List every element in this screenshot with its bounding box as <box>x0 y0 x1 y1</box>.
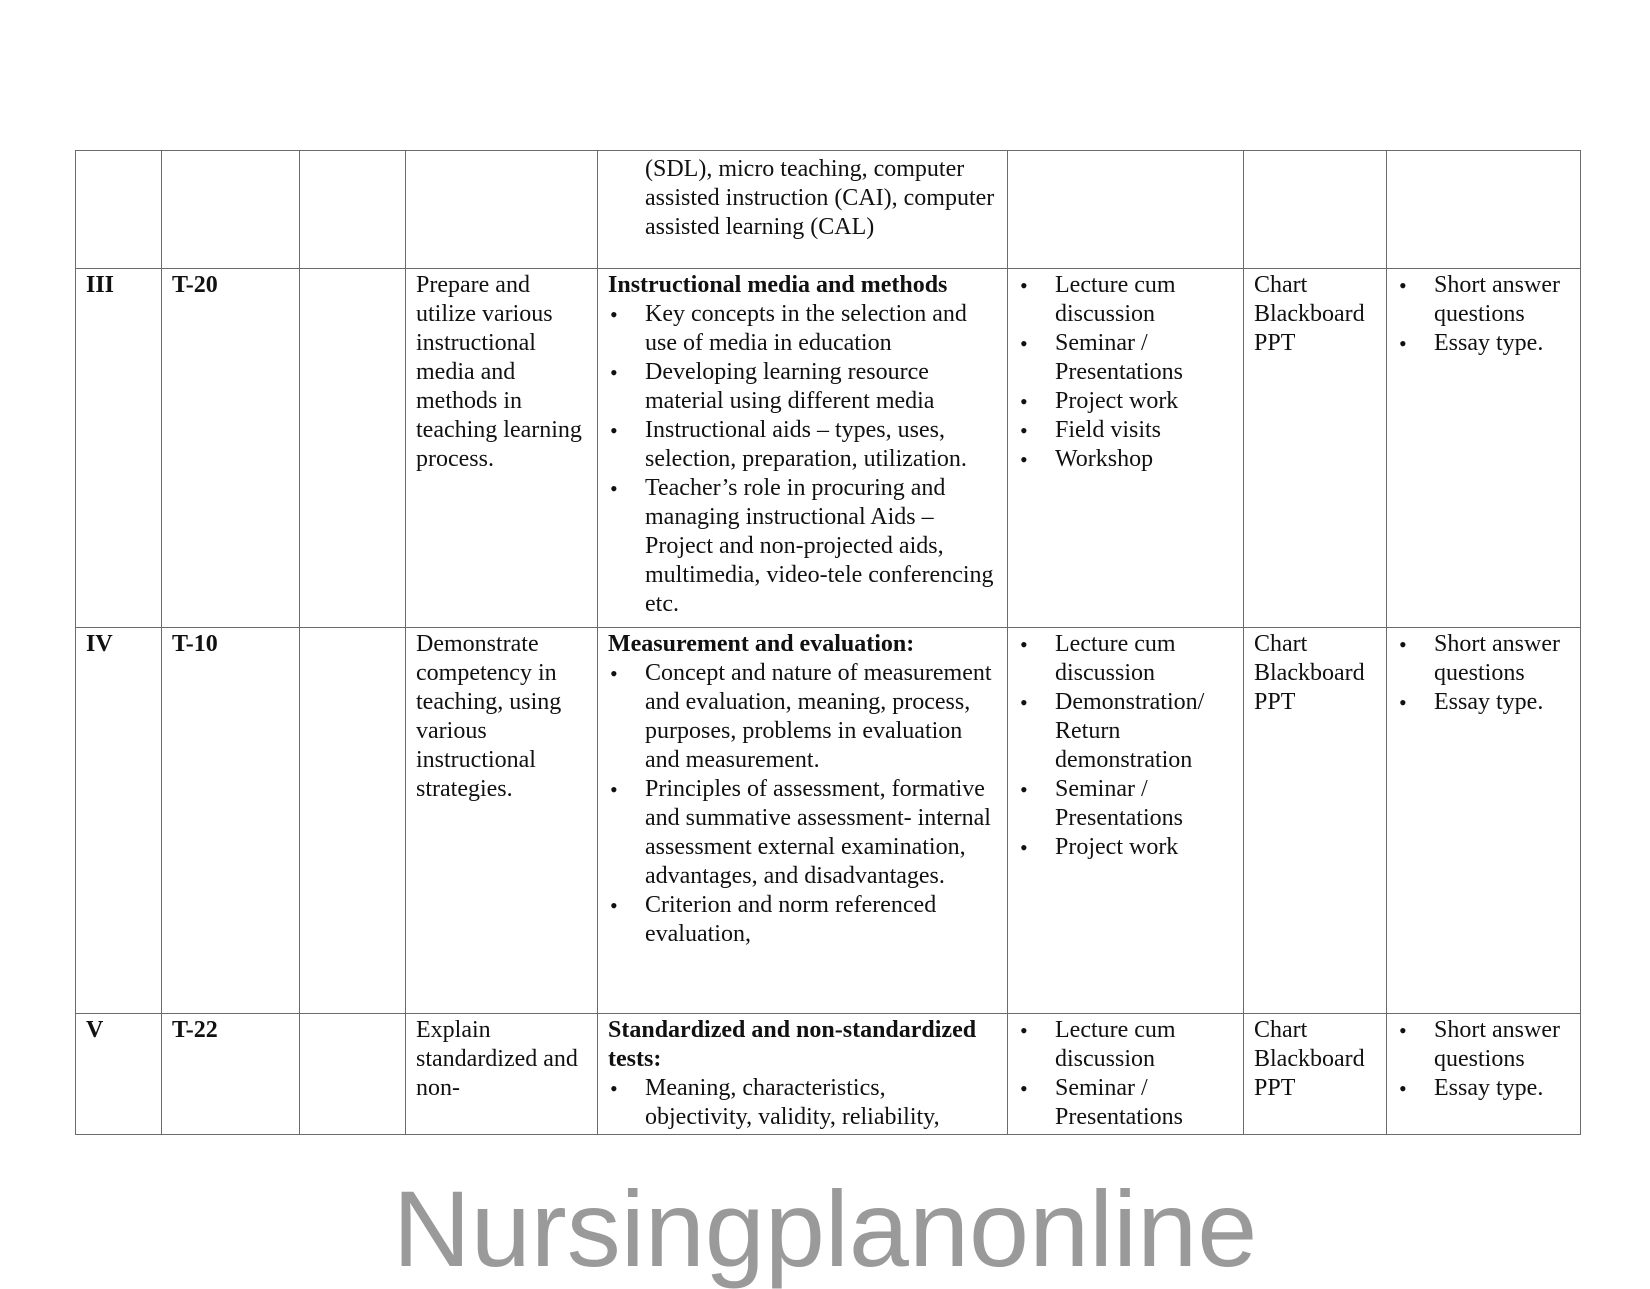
assessment-list <box>1397 1016 1570 1103</box>
list-item: • Short answer questions <box>1434 271 1570 329</box>
unit-cell <box>76 151 162 269</box>
list-item: • Lecture cum discussion <box>1055 271 1233 329</box>
hours-cell: T-22 <box>162 1014 300 1135</box>
topic-cell <box>598 1014 1008 1135</box>
list-item: • Demonstration/ Return demonstration <box>1055 688 1233 775</box>
assessment-cell <box>1387 1014 1581 1135</box>
hours-cell: T-10 <box>162 628 300 1014</box>
blank-cell <box>300 628 406 1014</box>
unit-cell: V <box>76 1014 162 1135</box>
list-item: • Concept and nature of measurement and evaluation, meaning, process, purposes, problems in evaluation and measurement. <box>645 659 997 775</box>
list-item: • Project work <box>1055 387 1233 416</box>
av-aid-item: PPT <box>1254 330 1296 356</box>
topic-list <box>608 1074 997 1132</box>
av-aid-item: PPT <box>1254 689 1296 715</box>
assessment-cell <box>1387 269 1581 628</box>
table-row <box>76 628 1581 1014</box>
outcome-cell: Demonstrate competency in teaching, using various instructional strategies. <box>406 628 598 1014</box>
topic-list <box>608 659 997 949</box>
list-item: • Short answer questions <box>1434 630 1570 688</box>
list-item: • Project work <box>1055 833 1233 862</box>
syllabus-table-container <box>75 150 1580 1135</box>
av-aid-item: Chart <box>1254 1017 1308 1043</box>
topic-cell <box>598 628 1008 1014</box>
assessment-list <box>1397 271 1570 358</box>
av-aids-cell <box>1244 1014 1387 1135</box>
av-aid-item: Blackboard <box>1254 660 1365 686</box>
topic-list <box>608 300 997 619</box>
outcome-cell <box>406 151 598 269</box>
methods-cell <box>1008 151 1244 269</box>
list-item: • Key concepts in the selection and use of media in education <box>645 300 997 358</box>
blank-cell <box>300 1014 406 1135</box>
list-item: • Meaning, characteristics, objectivity, validity, reliability, <box>645 1074 997 1132</box>
list-item: • Teacher’s role in procuring and managing instructional Aids – Project and non-projected aids, multimedia, video-tele conferencing etc. <box>645 474 997 619</box>
list-item: • Seminar / Presentations <box>1055 1074 1233 1132</box>
av-aids-cell <box>1244 269 1387 628</box>
list-item: • Workshop <box>1055 445 1233 474</box>
hours-cell: T-20 <box>162 269 300 628</box>
av-aid-item: Chart <box>1254 272 1308 298</box>
topic-title: Instructional media and methods <box>608 272 948 298</box>
topic-cell <box>598 269 1008 628</box>
topic-continuation: (SDL), micro teaching, computer assisted instruction (CAI), computer assisted learning (CAL) <box>645 156 995 240</box>
methods-cell <box>1008 1014 1244 1135</box>
list-item: • Criterion and norm referenced evaluation, <box>645 891 997 949</box>
unit-cell: IV <box>76 628 162 1014</box>
topic-title: Standardized and non-standardized tests: <box>608 1017 977 1072</box>
outcome-cell: Explain standardized and non- <box>406 1014 598 1135</box>
table-row <box>76 151 1581 269</box>
list-item: • Seminar / Presentations <box>1055 329 1233 387</box>
list-item: • Essay type. <box>1434 1074 1570 1103</box>
list-item: • Instructional aids – types, uses, selection, preparation, utilization. <box>645 416 997 474</box>
methods-list <box>1018 271 1233 474</box>
watermark-text: Nursingplanonline <box>392 1168 1258 1289</box>
av-aid-item: Blackboard <box>1254 1046 1365 1072</box>
av-aid-item: Chart <box>1254 631 1308 657</box>
outcome-cell: Prepare and utilize various instructional media and methods in teaching learning process. <box>406 269 598 628</box>
av-aid-item: PPT <box>1254 1075 1296 1101</box>
blank-cell <box>300 151 406 269</box>
list-item: • Essay type. <box>1434 688 1570 717</box>
hours-cell <box>162 151 300 269</box>
topic-title: Measurement and evaluation: <box>608 631 915 657</box>
list-item: • Lecture cum discussion <box>1055 630 1233 688</box>
blank-cell <box>300 269 406 628</box>
topic-cell <box>598 151 1008 269</box>
methods-list <box>1018 1016 1233 1132</box>
assessment-cell <box>1387 151 1581 269</box>
unit-cell: III <box>76 269 162 628</box>
methods-cell <box>1008 269 1244 628</box>
syllabus-table <box>75 150 1581 1135</box>
list-item: • Field visits <box>1055 416 1233 445</box>
list-item: • Seminar / Presentations <box>1055 775 1233 833</box>
list-item: • Developing learning resource material using different media <box>645 358 997 416</box>
list-item: • Essay type. <box>1434 329 1570 358</box>
assessment-cell <box>1387 628 1581 1014</box>
list-item: • Short answer questions <box>1434 1016 1570 1074</box>
av-aid-item: Blackboard <box>1254 301 1365 327</box>
table-row <box>76 269 1581 628</box>
av-aids-cell <box>1244 628 1387 1014</box>
methods-list <box>1018 630 1233 862</box>
table-row <box>76 1014 1581 1135</box>
assessment-list <box>1397 630 1570 717</box>
av-aids-cell <box>1244 151 1387 269</box>
list-item: • Principles of assessment, formative and summative assessment- internal assessment external examination, advantages, and disadvantages. <box>645 775 997 891</box>
list-item: • Lecture cum discussion <box>1055 1016 1233 1074</box>
methods-cell <box>1008 628 1244 1014</box>
